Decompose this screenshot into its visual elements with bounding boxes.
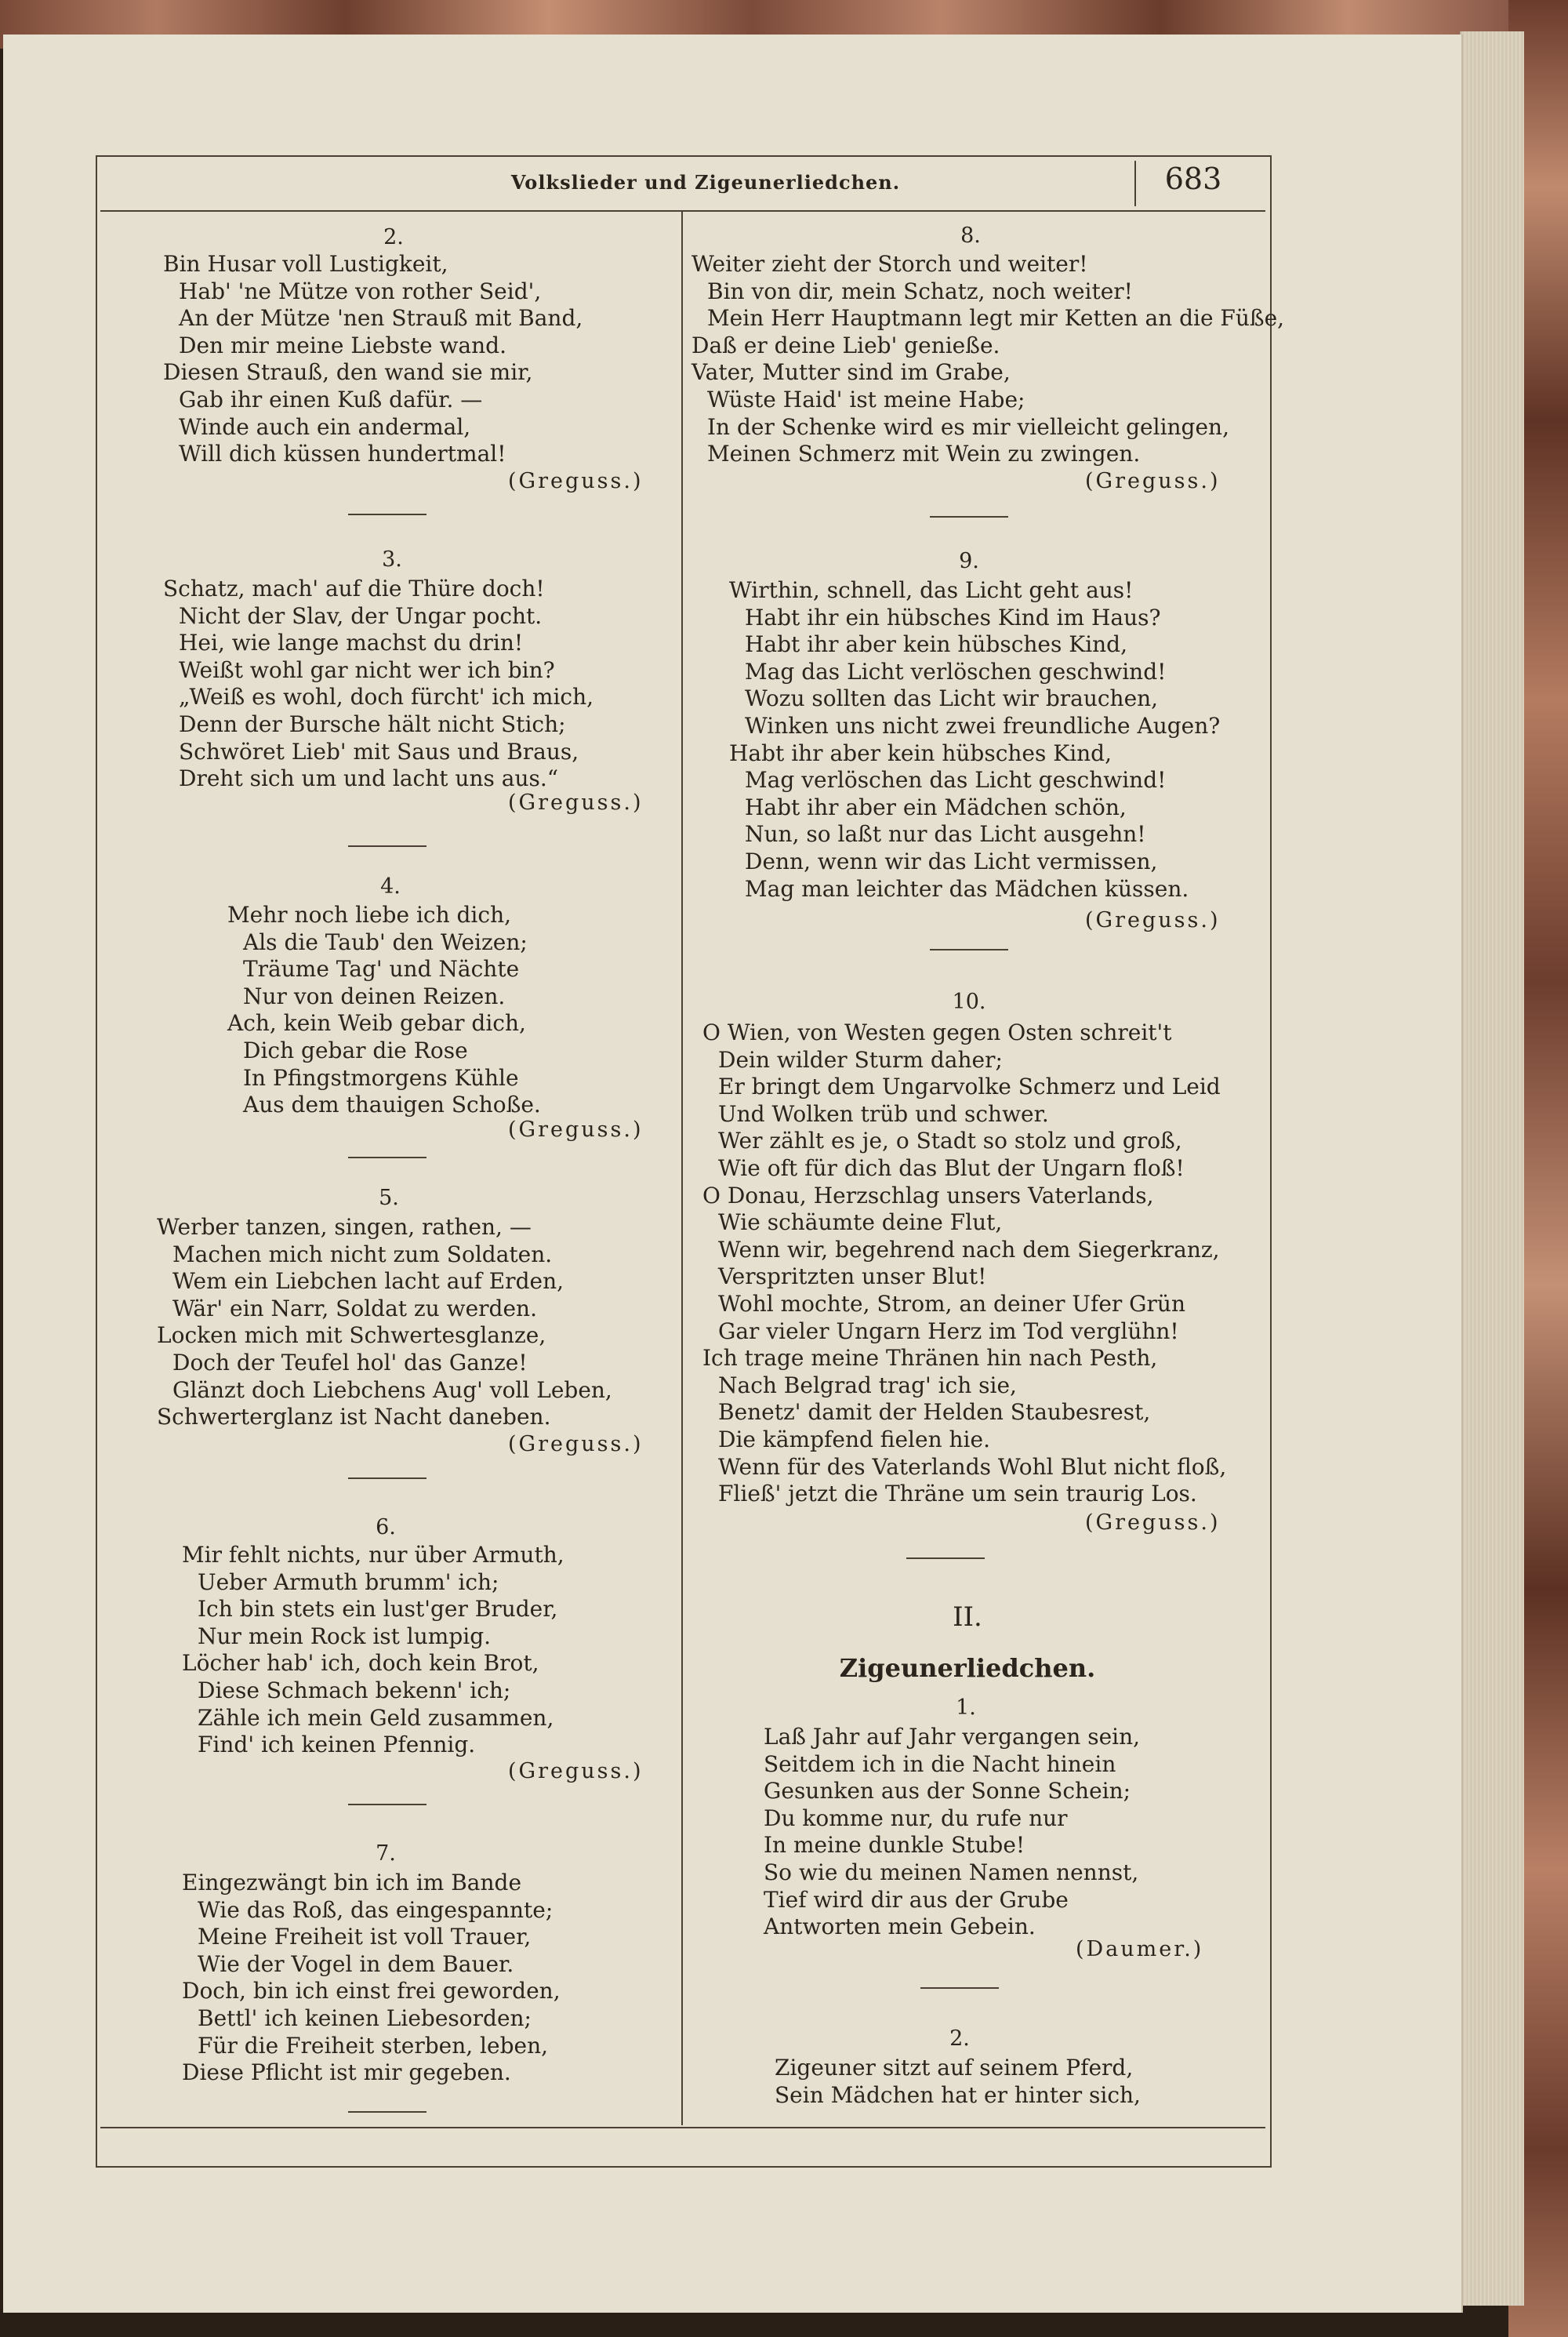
verse-line: Für die Freiheit sterben, leben, — [198, 2032, 549, 2059]
verse-line: Nur von deinen Reizen. — [243, 983, 506, 1009]
verse-line: Bin von dir, mein Schatz, noch weiter! — [707, 278, 1133, 304]
page-edges — [1460, 31, 1524, 2306]
attribution: (Greguss.) — [508, 791, 644, 815]
poem-number: 3. — [382, 547, 402, 572]
verse-line: Du komme nur, du rufe nur — [764, 1805, 1068, 1831]
verse-line: Glänzt doch Liebchens Aug' voll Leben, — [172, 1376, 612, 1403]
verse-line: Gar vieler Ungarn Herz im Tod verglühn! — [718, 1318, 1179, 1344]
verse-line: Aus dem thauigen Schoße. — [243, 1092, 541, 1118]
gypsy-poem-1 — [764, 1724, 1140, 1941]
verse-line: Wozu sollten das Licht wir brauchen, — [745, 685, 1159, 712]
verse-line: So wie du meinen Namen nennst, — [764, 1859, 1139, 1885]
verse-line: Nach Belgrad trag' ich sie, — [718, 1372, 1017, 1398]
verse-line: Diesen Strauß, den wand sie mir, — [163, 359, 533, 386]
attribution: (Greguss.) — [1085, 1510, 1221, 1535]
separator-rule — [348, 2111, 426, 2113]
verse-line: Gesunken aus der Sonne Schein; — [764, 1778, 1131, 1805]
verse-line: Wenn für des Vaterlands Wohl Blut nicht floß, — [718, 1453, 1227, 1480]
verse-line: Und Wolken trüb und schwer. — [718, 1100, 1049, 1127]
poem-number: 1. — [956, 1696, 976, 1720]
poem-number: 2. — [949, 2026, 970, 2051]
verse-line: Ich bin stets ein lust'ger Bruder, — [198, 1596, 558, 1623]
verse-line: Benetz' damit der Helden Staubesrest, — [718, 1399, 1151, 1426]
verse-line: Nur mein Rock ist lumpig. — [198, 1623, 492, 1649]
verse-line: Wie das Roß, das eingespannte; — [198, 1896, 554, 1923]
verse-line: Habt ihr aber kein hübsches Kind, — [745, 631, 1128, 658]
verse-line: Mein Herr Hauptmann legt mir Ketten an die Füße, — [707, 305, 1285, 332]
verse-line: Wie der Vogel in dem Bauer. — [198, 1950, 514, 1977]
verse-line: Ich trage meine Thränen hin nach Pesth, — [702, 1345, 1158, 1372]
verse-line: Löcher hab' ich, doch kein Brot, — [182, 1650, 539, 1677]
verse-line: Als die Taub' den Weizen; — [243, 929, 528, 955]
poem-4 — [227, 902, 541, 1119]
verse-line: O Wien, von Westen gegen Osten schreit't — [702, 1019, 1172, 1045]
verse-line: Werber tanzen, singen, rathen, — — [157, 1214, 532, 1240]
verse-line: Wie oft für dich das Blut der Ungarn floß! — [718, 1154, 1185, 1181]
verse-line: Verspritzten unser Blut! — [718, 1263, 987, 1290]
verse-line: Er bringt dem Ungarvolke Schmerz und Leid — [718, 1074, 1221, 1100]
gypsy-poem-2 — [775, 2055, 1141, 2109]
verse-line: Wär' ein Narr, Soldat zu werden. — [172, 1295, 537, 1321]
section-numeral: II. — [953, 1601, 982, 1633]
verse-line: Zigeuner sitzt auf seinem Pferd, — [775, 2055, 1134, 2081]
poem-9 — [729, 577, 1220, 903]
verse-line: Eingezwängt bin ich im Bande — [182, 1870, 522, 1895]
verse-line: Mag verlöschen das Licht geschwind! — [745, 767, 1167, 794]
verse-line: Vater, Mutter sind im Grabe, — [691, 359, 1011, 386]
verse-line: Will dich küssen hundertmal! — [179, 441, 506, 467]
verse-line: Träume Tag' und Nächte — [243, 956, 520, 983]
verse-line: Hei, wie lange machst du drin! — [179, 630, 524, 656]
section-title: Zigeunerliedchen. — [839, 1653, 1096, 1683]
verse-line: Weißt wohl gar nicht wer ich bin? — [179, 656, 555, 683]
verse-line: Schwöret Lieb' mit Saus und Braus, — [179, 738, 579, 765]
verse-line: Ach, kein Weib gebar dich, — [227, 1010, 526, 1037]
verse-line: Nun, so laßt nur das Licht ausgehn! — [745, 821, 1146, 848]
verse-line: Wem ein Liebchen lacht auf Erden, — [172, 1268, 564, 1295]
separator-rule — [348, 845, 426, 847]
verse-line: Dich gebar die Rose — [243, 1037, 468, 1063]
verse-line: Bin Husar voll Lustigkeit, — [163, 251, 448, 277]
bottom-rule — [100, 2127, 1265, 2128]
verse-line: Meine Freiheit ist voll Trauer, — [198, 1924, 532, 1950]
verse-line: Dreht sich um und lacht uns aus.“ — [179, 765, 559, 792]
poem-8 — [691, 251, 1284, 468]
verse-line: Schwerterglanz ist Nacht daneben. — [157, 1404, 551, 1430]
verse-line: Wie schäumte deine Flut, — [718, 1209, 1003, 1236]
header-separator — [1134, 161, 1136, 206]
verse-line: Weiter zieht der Storch und weiter! — [691, 251, 1088, 277]
verse-line: Fließ' jetzt die Thräne um sein traurig Los. — [718, 1481, 1197, 1507]
verse-line: Denn, wenn wir das Licht vermissen, — [745, 848, 1158, 874]
verse-line: Wenn wir, begehrend nach dem Siegerkranz, — [718, 1236, 1220, 1263]
verse-line: Nicht der Slav, der Ungar pocht. — [179, 602, 543, 629]
verse-line: Laß Jahr auf Jahr vergangen sein, — [764, 1724, 1141, 1750]
poem-number: 7. — [376, 1841, 396, 1866]
verse-line: Winde auch ein andermal, — [179, 413, 471, 440]
page-number: 683 — [1164, 162, 1222, 196]
verse-line: Wohl mochte, Strom, an deiner Ufer Grün — [718, 1290, 1185, 1317]
separator-rule — [930, 516, 1008, 518]
verse-line: Habt ihr ein hübsches Kind im Haus? — [745, 604, 1161, 631]
verse-line: „Weiß es wohl, doch fürcht' ich mich, — [179, 684, 594, 711]
poem-10 — [702, 1019, 1226, 1508]
verse-line: In meine dunkle Stube! — [764, 1832, 1025, 1859]
verse-line: Seitdem ich in die Nacht hinein — [764, 1750, 1116, 1777]
separator-rule — [348, 1477, 426, 1479]
attribution: (Greguss.) — [508, 1432, 644, 1456]
separator-rule — [930, 949, 1008, 950]
separator-rule — [348, 1804, 426, 1805]
poem-number: 5. — [379, 1186, 399, 1210]
verse-line: Meinen Schmerz mit Wein zu zwingen. — [707, 441, 1141, 467]
verse-line: Find' ich keinen Pfennig. — [198, 1732, 476, 1758]
attribution: (Daumer.) — [1076, 1937, 1204, 1961]
verse-line: Diese Pflicht ist mir gegeben. — [182, 2059, 511, 2086]
attribution: (Greguss.) — [508, 1759, 644, 1783]
running-title: Volkslieder und Zigeunerliedchen. — [510, 171, 901, 194]
verse-line: Wirthin, schnell, das Licht geht aus! — [729, 577, 1134, 603]
verse-line: Diese Schmach bekenn' ich; — [198, 1677, 511, 1703]
attribution: (Greguss.) — [1085, 469, 1221, 493]
poem-2 — [163, 251, 583, 468]
separator-rule — [906, 1557, 985, 1559]
verse-line: Doch, bin ich einst frei geworden, — [182, 1978, 561, 2004]
verse-line: Mir fehlt nichts, nur über Armuth, — [182, 1542, 564, 1568]
verse-line: In Pfingstmorgens Kühle — [243, 1064, 519, 1091]
verse-line: Antworten mein Gebein. — [764, 1914, 1036, 1940]
attribution: (Greguss.) — [508, 469, 644, 493]
poem-7 — [182, 1870, 561, 2087]
verse-line: O Donau, Herzschlag unsers Vaterlands, — [702, 1182, 1154, 1208]
verse-line: Habt ihr aber ein Mädchen schön, — [745, 794, 1127, 820]
poem-number: 2. — [383, 225, 404, 249]
poem-3 — [163, 576, 593, 793]
attribution: (Greguss.) — [508, 1118, 644, 1142]
verse-line: Machen mich nicht zum Soldaten. — [172, 1241, 553, 1267]
verse-line: Den mir meine Liebste wand. — [179, 332, 506, 358]
verse-line: Habt ihr aber kein hübsches Kind, — [729, 740, 1112, 766]
verse-line: Mag das Licht verlöschen geschwind! — [745, 658, 1167, 685]
separator-rule — [920, 1987, 999, 1989]
verse-line: Denn der Bursche hält nicht Stich; — [179, 711, 566, 737]
verse-line: Daß er deine Lieb' genieße. — [691, 332, 1000, 358]
attribution: (Greguss.) — [1085, 908, 1221, 932]
verse-line: Schatz, mach' auf die Thüre doch! — [163, 576, 545, 602]
verse-line: Bettl' ich keinen Liebesorden; — [198, 2004, 532, 2031]
verse-line: Tief wird dir aus der Grube — [764, 1886, 1069, 1913]
poem-number: 6. — [376, 1515, 396, 1539]
verse-line: Mag man leichter das Mädchen küssen. — [745, 875, 1189, 902]
verse-line: Ueber Armuth brumm' ich; — [198, 1568, 499, 1595]
column-divider — [681, 212, 683, 2125]
poem-6 — [182, 1542, 564, 1759]
poem-number: 9. — [959, 549, 979, 573]
header-rule — [100, 210, 1265, 212]
verse-line: An der Mütze 'nen Strauß mit Band, — [179, 305, 583, 332]
separator-rule — [348, 514, 426, 515]
verse-line: Winken uns nicht zwei freundliche Augen? — [745, 712, 1221, 739]
verse-line: Hab' 'ne Mütze von rother Seid', — [179, 278, 542, 304]
poem-number: 10. — [952, 990, 986, 1014]
verse-line: In der Schenke wird es mir vielleicht gelingen, — [707, 413, 1229, 440]
poem-5 — [157, 1214, 612, 1431]
verse-line: Doch der Teufel hol' das Ganze! — [172, 1349, 528, 1376]
verse-line: Die kämpfend fielen hie. — [718, 1426, 990, 1452]
verse-line: Mehr noch liebe ich dich, — [227, 902, 512, 928]
verse-line: Zähle ich mein Geld zusammen, — [198, 1704, 554, 1731]
poem-number: 8. — [960, 224, 981, 248]
verse-line: Dein wilder Sturm daher; — [718, 1046, 1003, 1073]
verse-line: Wüste Haid' ist meine Habe; — [707, 386, 1025, 413]
verse-line: Sein Mädchen hat er hinter sich, — [775, 2081, 1141, 2108]
verse-line: Locken mich mit Schwertesglanze, — [157, 1322, 546, 1349]
verse-line: Wer zählt es je, o Stadt so stolz und groß, — [718, 1128, 1182, 1154]
poem-number: 4. — [380, 874, 401, 899]
separator-rule — [348, 1157, 426, 1158]
verse-line: Gab ihr einen Kuß dafür. — — [179, 386, 483, 413]
